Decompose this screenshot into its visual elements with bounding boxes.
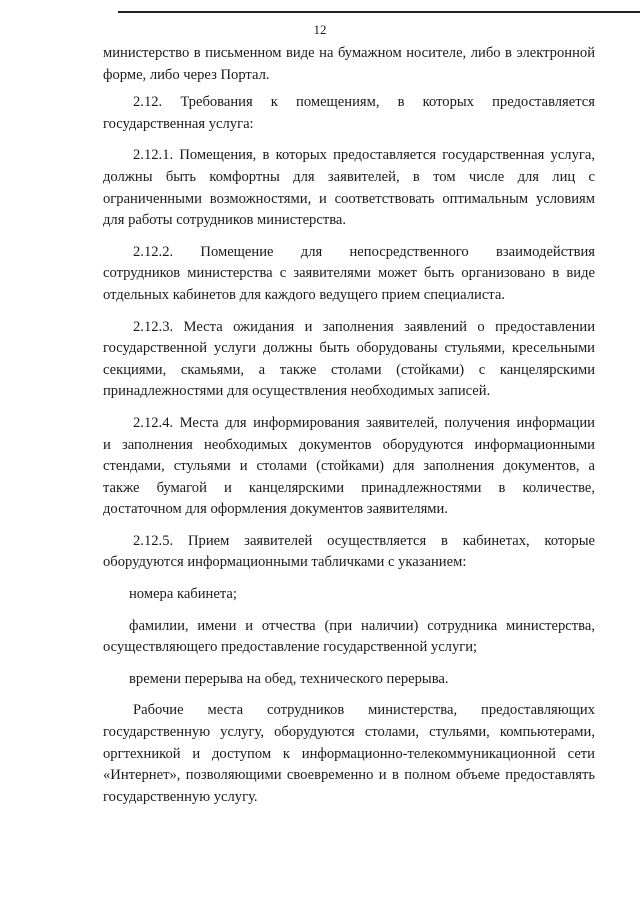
text-line: также бумагой и канцелярскими принадлежностями в количестве, <box>103 479 595 496</box>
text-line: секциями, скамьями, а также столами (стойками) с канцелярскими <box>103 361 595 378</box>
text-line: оборудуются информационными табличками с указанием: <box>103 554 467 571</box>
text-line: 2.12.4. Места для информирования заявителей, получения информации <box>133 414 595 431</box>
list-item-employee-name <box>103 616 595 659</box>
text-line: достаточном для оформления документов заявителями. <box>103 501 448 518</box>
text-line: должны быть комфортны для заявителей, в том числе для лиц с <box>103 168 595 185</box>
paragraph-2-12-heading <box>103 92 595 135</box>
page-number: 12 <box>313 22 327 37</box>
text-line: «Интернет», позволяющими своевременно и в полном объеме предоставлять <box>103 767 595 784</box>
paragraph-2-12-2 <box>103 242 595 307</box>
text-line: государственная услуга: <box>103 115 254 132</box>
text-line: министерство в письменном виде на бумажном носителе, либо в электронной <box>103 45 595 61</box>
text-line: 2.12.5. Прием заявителей осуществляется в кабинетах, которые <box>133 532 595 549</box>
text-line: для работы сотрудников министерства. <box>103 212 347 229</box>
text-line: государственной услуги должны быть оборудованы стульями, кресельными <box>103 340 595 357</box>
list-item-cabinet-number <box>103 584 595 606</box>
paragraph-workplaces <box>103 700 595 808</box>
text-line: оргтехникой и доступом к информационно-телекоммуникационной сети <box>103 745 595 762</box>
text-line: Рабочие места сотрудников министерства, предоставляющих <box>133 702 595 719</box>
text-line: ограниченными возможностями, и соответствовать оптимальным условиям <box>103 190 595 207</box>
text-line: государственную услугу. <box>103 788 258 805</box>
text-line: принадлежностями для осуществления необходимых записей. <box>103 383 491 400</box>
paragraph-2-12-3 <box>103 317 595 403</box>
text-line: 2.12.2. Помещение для непосредственного взаимодействия <box>133 243 595 260</box>
text-line: форме, либо через Портал. <box>103 66 270 83</box>
text-line: сотрудников министерства с заявителями может быть организовано в виде <box>103 265 595 282</box>
text-line: 2.12.1. Помещения, в которых предоставляется государственная услуга, <box>133 147 595 164</box>
text-line: осуществляющего предоставление государственной услуги; <box>103 639 478 656</box>
document-body <box>103 43 595 808</box>
paragraph-0 <box>103 43 595 86</box>
paragraph-2-12-1 <box>103 145 595 231</box>
text-line: и заполнения необходимых документов оборудуются информационными <box>103 436 595 453</box>
text-line: номера кабинета; <box>129 586 237 603</box>
text-line: 2.12. Требования к помещениям, в которых предоставляется <box>133 94 595 111</box>
text-line: 2.12.3. Места ожидания и заполнения заявлений о предоставлении <box>133 318 595 335</box>
text-line: государственную услугу, оборудуются столами, стульями, компьютерами, <box>103 724 595 741</box>
text-line: фамилии, имени и отчества (при наличии) сотрудника министерства, <box>129 617 595 634</box>
text-line: времени перерыва на обед, технического перерыва. <box>129 670 449 687</box>
text-line: стендами, стульями и столами (стойками) для заполнения документов, а <box>103 458 595 475</box>
paragraph-2-12-5 <box>103 531 595 574</box>
list-item-break-time <box>103 669 595 691</box>
paragraph-2-12-4 <box>103 413 595 521</box>
text-line: отдельных кабинетов для каждого ведущего прием специалиста. <box>103 286 505 303</box>
header-rule <box>118 11 640 13</box>
